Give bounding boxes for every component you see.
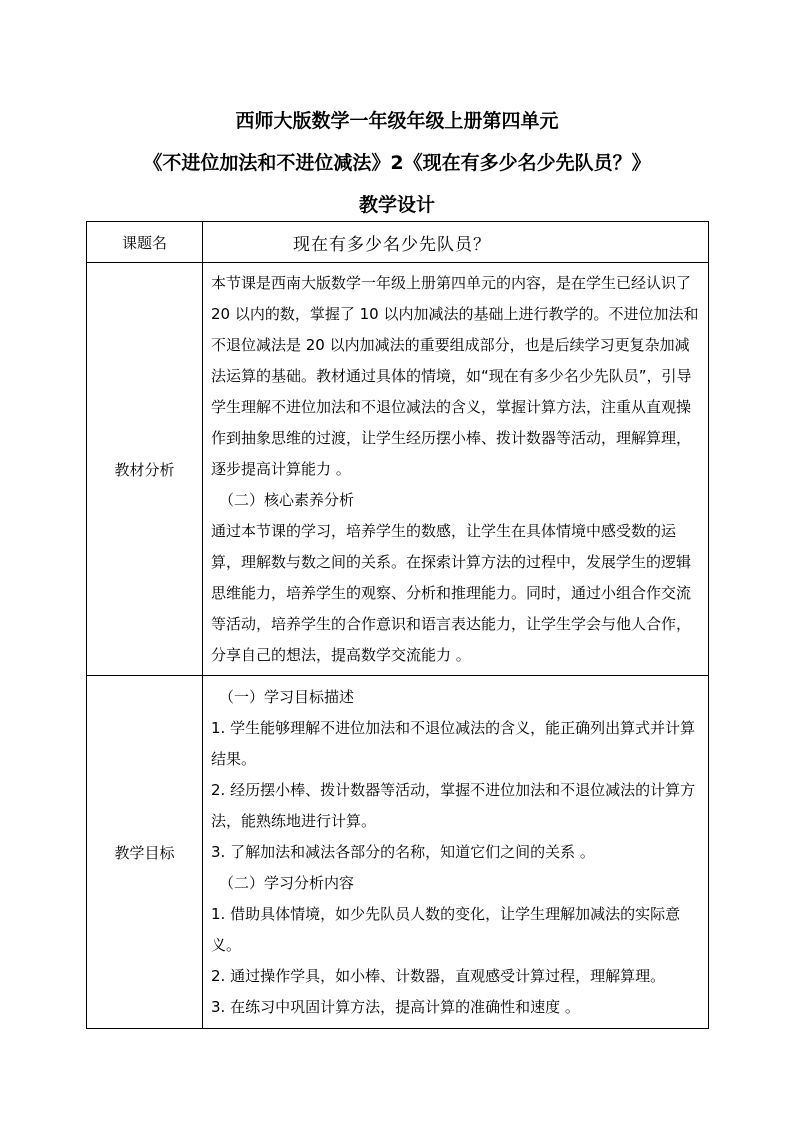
goals-item-3: 3. 了解加法和减法各部分的名称，知道它们之间的关系 。	[211, 842, 595, 861]
lesson-plan-table	[86, 221, 709, 1029]
goals-item-2: 2. 经历摆小棒、拨计数器等活动，掌握不进位加法和不退位减法的计算方法，能熟练地进行计算。	[211, 780, 696, 830]
goals-content	[203, 676, 709, 1029]
goals-item-4: 1. 借助具体情境，如少先队员人数的变化，让学生理解加减法的实际意义。	[211, 904, 681, 954]
goals-item-1: 1. 学生能够理解不进位加法和不退位减法的含义，能正确列出算式并计算结果。	[211, 718, 696, 768]
topic-value: 现在有多少名少先队员？	[203, 222, 709, 263]
analysis-paragraph-2: 通过本节课的学习，培养学生的数感，让学生在具体情境中感受数的运算，理解数与数之间的关系。在探索计算方法的过程中，发展学生的逻辑思维能力，培养学生的观察、分析和推理能力。同时，通过小组合作交流等活动，培养学生的合作意识和语言表达能力，让学生学会与他人合作，分享自己的想法，提高数学交流能力 。	[211, 521, 692, 664]
goals-item-6: 3. 在练习中巩固计算方法，提高计算的准确性和速度 。	[211, 997, 580, 1016]
goals-item-5: 2. 通过操作学具，如小棒、计数器，直观感受计算过程，理解算理。	[211, 966, 666, 985]
table-row-analysis	[87, 263, 709, 676]
goals-sub-heading-1: （一）学习目标描述	[219, 687, 355, 706]
title-line-3: 教学设计	[358, 194, 435, 216]
analysis-paragraph-1: 本节课是西南大版数学一年级上册第四单元的内容，是在学生已经认识了 20 以内的数，掌握了 10 以内加减法的基础上进行教学的。不进位加法和不退位减法是 20 以内加减法的重要组成部分，也是后续学习更复杂加减法运算的基础。教材通过具体的情境，如“现在有多少名少先队员”，引导学生理解不进位加法和不退位减法的含义，掌握计算方法，注重从直观操作到抽象思维的过渡，让学生经历摆小棒、拨计数器等活动，理解算理，逐步提高计算能力 。	[211, 273, 699, 478]
goals-label: 教学目标	[87, 676, 203, 1029]
goals-sub-heading-2: （二）学习分析内容	[219, 873, 355, 892]
analysis-sub-heading: （二）核心素养分析	[219, 490, 355, 509]
analysis-label: 教材分析	[87, 263, 203, 676]
title-line-2: 《不进位加法和不进位减法》2《现在有多少名少先队员？》	[143, 152, 651, 174]
table-row-topic	[87, 222, 709, 263]
table-row-goals	[87, 676, 709, 1029]
topic-label: 课题名	[87, 222, 203, 263]
title-line-1: 西师大版数学一年级年级上册第四单元	[235, 110, 559, 132]
document-title	[0, 100, 794, 226]
analysis-content	[203, 263, 709, 676]
